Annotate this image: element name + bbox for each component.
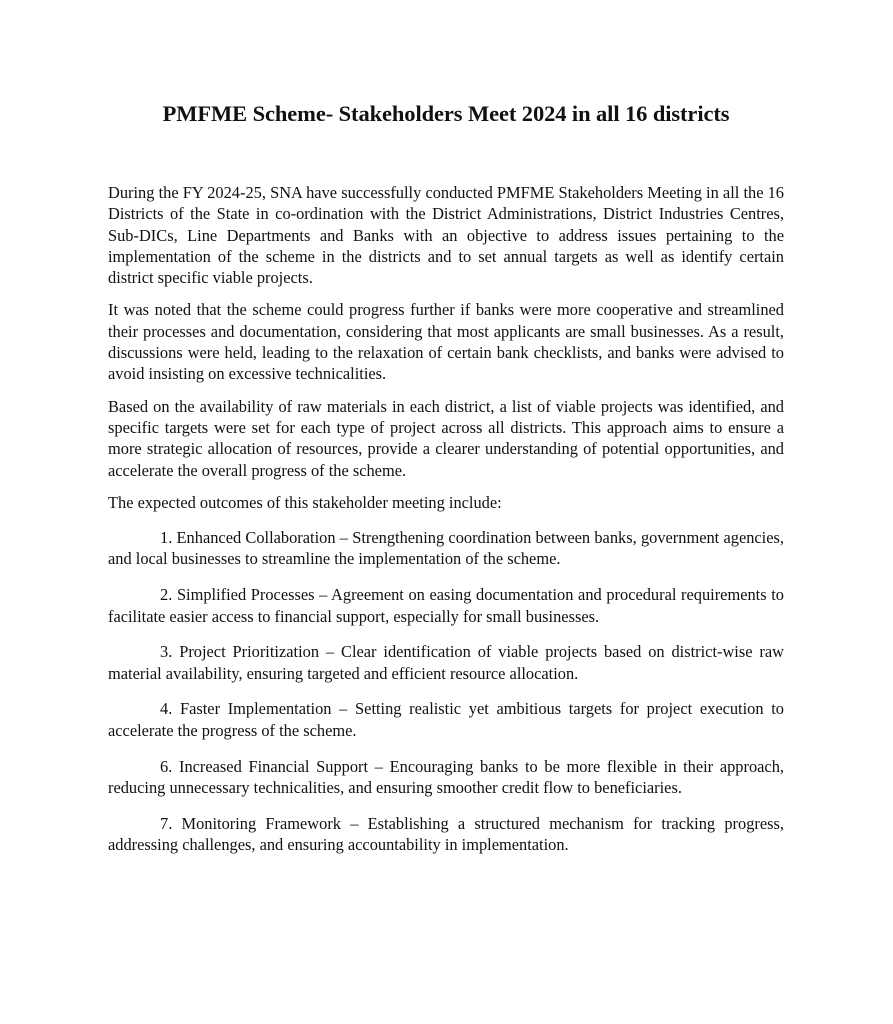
outcome-text: Simplified Processes – Agreement on easing documentation and procedural requirements to facilitate easier access to financial support, especially for small businesses. [108,585,784,626]
outcomes-list [108,527,784,855]
outcome-number: 1. [160,528,173,548]
outcome-text: Increased Financial Support – Encouraging banks to be more flexible in their approach, reducing unnecessary technicalities, and ensuring smoother credit flow to beneficiaries. [108,756,784,797]
outcomes-intro: The expected outcomes of this stakeholder meeting include: [108,492,502,512]
outcome-number: 4. [160,699,173,719]
document-title: PMFME Scheme- Stakeholders Meet 2024 in all 16 districts [162,101,730,126]
paragraph-bank-cooperation: It was noted that the scheme could progress further if banks were more cooperative and streamlined their processes and documentation, considering that most applicants are small businesses. As a result, discussions were held, leading to the relaxation of certain bank checklists, and banks were advised to avoid insisting on excessive technicalities. [108,300,784,384]
outcome-number: 2. [160,585,173,605]
outcome-item [108,641,784,684]
paragraph-intro: During the FY 2024-25, SNA have successfully conducted PMFME Stakeholders Meeting in all the 16 Districts of the State in co-ordination with the District Administrations, District Industries Centres, Sub-DICs, Line Departments and Banks with an objective to address issues pertaining to the implementation of the scheme in the districts and to set annual targets as well as identify certain district specific viable projects. [108,183,784,288]
outcome-item [108,756,784,799]
outcome-number: 7. [160,813,173,833]
outcome-number: 3. [160,642,173,662]
outcome-item [108,584,784,627]
paragraph-viable-projects: Based on the availability of raw materials in each district, a list of viable projects was identified, and specific targets were set for each type of project across all districts. This approach aims to ensure a more strategic allocation of resources, provide a clearer understanding of potential opportunities, and accelerate the overall progress of the scheme. [108,396,784,480]
document-body [108,182,784,870]
outcome-number: 6. [160,756,173,776]
outcome-text: Project Prioritization – Clear identification of viable projects based on district-wise raw material availability, ensuring targeted and efficient resource allocation. [108,642,784,683]
outcome-item [108,698,784,741]
outcome-text: Faster Implementation – Setting realistic yet ambitious targets for project execution to accelerate the progress of the scheme. [108,699,784,740]
outcome-item [108,813,784,856]
outcome-item [108,527,784,570]
outcome-text: Monitoring Framework – Establishing a structured mechanism for tracking progress, addressing challenges, and ensuring accountability in implementation. [108,813,784,854]
outcome-text: Enhanced Collaboration – Strengthening coordination between banks, government agencies, and local businesses to streamline the implementation of the scheme. [108,528,784,569]
